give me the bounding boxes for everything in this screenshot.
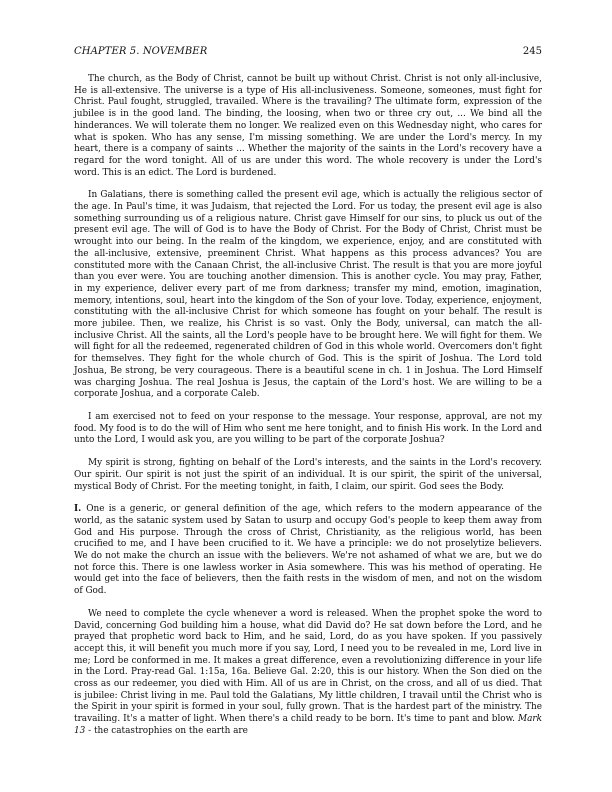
running-header xyxy=(74,45,542,59)
section-label: I. xyxy=(74,504,82,515)
page-number: 245 xyxy=(522,46,542,57)
paragraph-corporate-joshua: I am exercised not to feed on your response to the message. Your response, approval, are not my food. My food is to do the will of Him who sent me here tonight, and to finish His work. In the Lord and unto the Lord, I would ask you, are you willing to be part of the corporate Joshua? xyxy=(74,411,542,446)
body-text xyxy=(74,74,542,749)
paragraph-section-i xyxy=(74,504,542,598)
section-i-text: One is a generic, or general definition of the age, which refers to the modern appearance of the world, as the satanic system used by Satan to usurp and occupy God's people to keep them away from God and His purpose. Through the cross of Christ, Christianity, as the religious world, has been crucified to me, and I have been crucified to it. We have a principle: we do not proselytize believers. We do not make the church an issue with the believers. We're not ashamed of what we are, but we do not force this. There is one lawless worker in Asia somewhere. This was his method of operating. He would get into the face of believers, then the faith rests in the wisdom of men, and not on the wisdom of God. xyxy=(74,504,542,597)
chapter-title: CHAPTER 5. NOVEMBER xyxy=(74,46,208,57)
paragraph-our-spirit: My spirit is strong, fighting on behalf of the Lord's interests, and the saints in the Lord's recovery. Our spirit. Our spirit is not just the spirit of an individual. It is our spirit, the spirit of the universal, mystical Body of Christ. For the meeting tonight, in faith, I claim, our spirit. God sees the Body. xyxy=(74,458,542,492)
paragraph-present-evil-age: In Galatians, there is something called the present evil age, which is actually the religious sector of the age. In Paul's time, it was Judaism, that rejected the Lord. For us today, the present evil age is also something surrounding us of a religious nature. Christ gave Himself for our sins, to pluck us out of the present evil age. The will of God is to have the Body of Christ. For the Body of Christ, Christ must be wrought into our being. In the realm of the kingdom, we experience, enjoy, and are constituted with the all-inclusive, extensive, preeminent Christ. What happens as this process advances? You are constituted more with the Canaan Christ, the all-inclusive Christ. The result is that you are more joyful than you ever were. You are touching another dimension. This is another cycle. You may pray, Father, in my experience, deliver every part of me from darkness; transfer my mind, emotion, imagination, memory, intentions, soul, heart into the kingdom of the Son of your love. Today, experience, enjoyment, constituting with the all-inclusive Christ for which someone has fought on your behalf. The result is more jubilee. Then, we realize, his Christ is so vast. Only the Body, universal, can match the all-inclusive Christ. All the saints, all the Lord's people have to be brought here. We will fight for them. We will fight for all the redeemed, regenerated children of God in this whole world. Overcomers don't fight for themselves. They fight for the whole church of God. This is the spirit of Joshua. The Lord told Joshua, Be strong, be very courageous. There is a beautiful scene in ch. 1 in Joshua. The Lord Himself was charging Joshua. The real Joshua is Jesus, the captain of the Lord's host. We are willing to be a corporate Joshua, and a corporate Caleb. xyxy=(74,190,542,400)
paragraph-complete-the-cycle xyxy=(74,609,542,738)
cycle-text: We need to complete the cycle whenever a word is released. When the prophet spoke the word to David, concerning God building him a house, what did David do? He sat down before the Lord, and he prayed that prophetic word back to Him, and he said, Lord, do as you have spoken. If you passively accept this, it will benefit you much more if you say, Lord, I need you to be revealed in me, Lord live in me; Lord be conformed in me. It makes a great difference, even a revolutionizing difference in your life in the Lord. Pray-read Gal. 1:15a, 16a. Believe Gal. 2:20, this is our history. When the Son died on the cross as our redeemer, you died with Him. All of us are in Christ, on the cross, and all of us died. That is jubilee: Christ living in me. Paul told the Galatians, My little children, I travail until the Christ who is the Spirit in your spirit is formed in your soul, fully grown. That is the hardest part of the ministry. The travailing. It's a matter of light. When there's a child ready to be born. It's time to pant and blow. xyxy=(74,608,542,725)
cycle-text-tail: - the catastrophies on the earth are xyxy=(85,725,248,736)
scripture-reference: Mark 13 xyxy=(74,714,542,736)
paragraph-body-of-christ: The church, as the Body of Christ, cannot be built up without Christ. Christ is not only all-inclusive, He is all-extensive. The universe is a type of His all-inclusiveness. Someone, someones, must fight for Christ. Paul fought, struggled, travailed. Where is the travailing? The ultimate form, expression of the jubilee is in the good land. The binding, the loosing, when two or three cry out, ... We bind all the hinderances. We will tolerate them no longer. We realized even on this Wednesday night, who cares for what is spoken. Who has any sense, I'm missing something. We are under the Lord's mercy. In my heart, there is a company of saints ... Whether the majority of the saints in the Lord's recovery have a regard for the word tonight. All of us are under this word. The whole recovery is under the Lord's word. This is an edict. The Lord is burdened. xyxy=(74,74,542,178)
